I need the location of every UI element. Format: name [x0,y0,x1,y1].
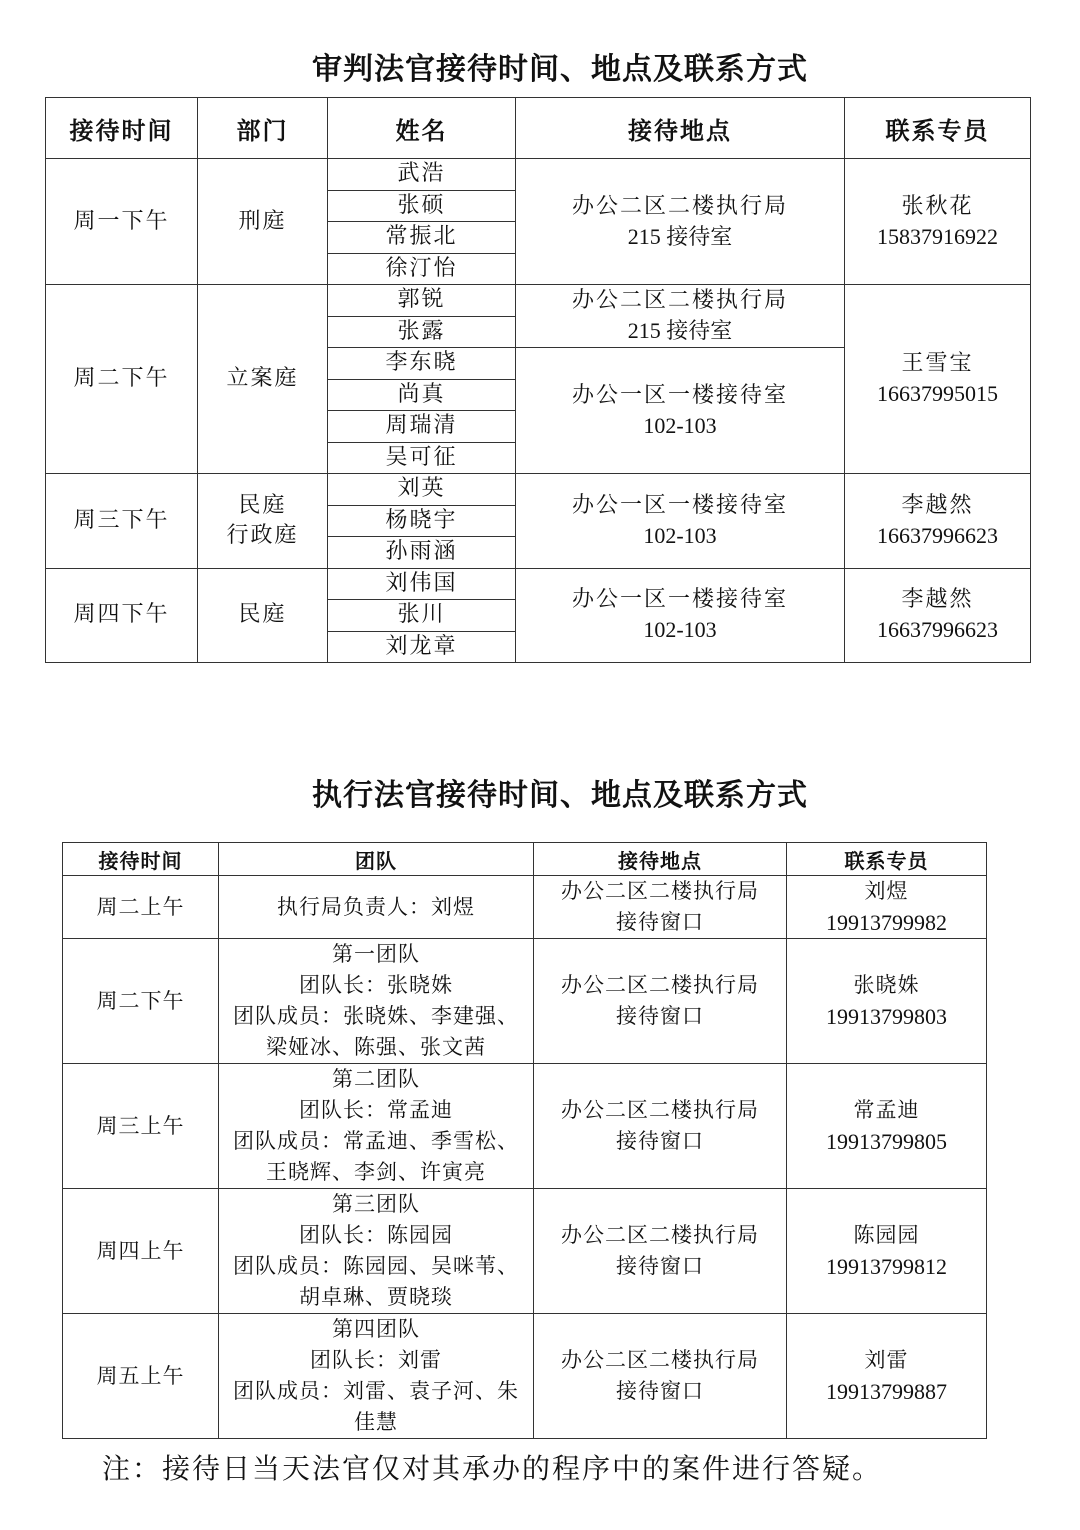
team-line: 团队成员：刘雷、袁子河、朱 [233,1379,519,1403]
table-row [46,159,1031,191]
contact-cell [787,876,987,939]
header-team: 团队 [219,843,534,876]
contact-phone: 16637995015 [877,381,998,406]
header-department: 部门 [198,98,328,159]
contact-phone: 16637996623 [877,617,998,643]
location-line: 接待窗口 [616,1254,704,1278]
contact-name: 陈园园 [853,1223,920,1247]
contact-cell [787,1189,987,1314]
contact-cell [787,1314,987,1439]
location-cell [534,1064,787,1189]
department-cell [198,474,328,569]
header-location: 接待地点 [534,843,787,876]
header-reception-time: 接待时间 [63,843,219,876]
judge-name-cell: 李东晓 [328,348,516,380]
location-room: 215 接待室 [627,223,733,249]
location-line: 办公一区一楼接待室 [571,492,788,518]
location-room: 102-103 [643,522,717,548]
team-line: 佳慧 [354,1410,398,1434]
team-line: 第四团队 [332,1317,420,1341]
table-row [46,285,1031,317]
table-row [46,474,1031,506]
judge-name-cell: 张硕 [328,190,516,222]
contact-cell [845,159,1031,285]
team-line: 第二团队 [332,1067,420,1091]
contact-cell [787,1064,987,1189]
department-cell [198,285,328,474]
judge-name-cell: 张川 [328,600,516,632]
contact-phone: 19913799982 [826,910,947,935]
header-reception-time: 接待时间 [46,98,198,159]
table-header-row [63,843,987,876]
trial-judges-table [45,97,1031,663]
team-line: 团队成员：常孟迪、季雪松、 [233,1129,519,1153]
location-line: 办公二区二楼执行局 [571,288,788,313]
team-line: 胡卓琳、贾晓琰 [299,1285,453,1309]
reception-time-cell: 周四下午 [46,568,198,663]
judge-name-cell: 常振北 [328,222,516,254]
reception-time-cell: 周一下午 [46,159,198,285]
reception-time-cell: 周五上午 [63,1314,219,1439]
judge-name-cell: 徐汀怡 [328,253,516,285]
table-row [63,939,987,1064]
contact-cell [845,568,1031,663]
team-cell [219,1064,534,1189]
header-contact: 联系专员 [845,98,1031,159]
reception-time-cell: 周三上午 [63,1064,219,1189]
judge-name-cell: 刘伟国 [328,568,516,600]
footnote: 注：接待日当天法官仅对其承办的程序中的案件进行答疑。 [102,1452,883,1485]
location-cell [516,285,845,348]
team-line: 第一团队 [332,942,420,966]
contact-name: 刘煜 [864,879,909,903]
judge-name-cell: 郭锐 [328,285,516,317]
reception-time-cell: 周二下午 [63,939,219,1064]
department-cell [198,159,328,285]
contact-name: 张晓姝 [853,973,920,997]
department-line: 行政庭 [226,522,299,548]
header-location: 接待地点 [516,98,845,159]
location-cell [534,1314,787,1439]
team-cell [219,939,534,1064]
contact-name: 王雪宝 [901,351,974,376]
team-line: 团队长：常孟迪 [299,1098,453,1122]
reception-time-cell: 周四上午 [63,1189,219,1314]
table-row [63,1314,987,1439]
table-row [63,876,987,939]
team-cell [219,876,534,939]
table-row [63,1189,987,1314]
table-row [46,568,1031,600]
contact-name: 常孟迪 [853,1098,920,1122]
team-line: 团队长：张晓姝 [299,973,453,997]
contact-phone: 19913799812 [826,1254,947,1279]
contact-phone: 19913799805 [826,1129,947,1154]
location-line: 接待窗口 [616,910,704,934]
contact-phone: 19913799803 [826,1004,947,1029]
location-cell [516,348,845,474]
header-name: 姓名 [328,98,516,159]
location-line: 办公二区二楼执行局 [561,973,759,997]
location-cell [516,474,845,569]
department-line: 民庭 [238,602,287,628]
execution-judges-table [62,842,987,1439]
location-room: 102-103 [643,412,717,438]
team-line: 团队长：陈园园 [299,1223,453,1247]
team-cell [219,1189,534,1314]
contact-cell [845,474,1031,569]
contact-phone: 15837916922 [877,223,998,249]
execution-judges-title: 执行法官接待时间、地点及联系方式 [312,778,808,813]
judge-name-cell: 孙雨涵 [328,537,516,569]
department-line: 民庭 [238,492,287,518]
location-line: 接待窗口 [616,1004,704,1028]
location-line: 接待窗口 [616,1129,704,1153]
team-line: 团队成员：张晓姝、李建强、 [233,1004,519,1028]
location-room: 102-103 [643,617,717,643]
department-cell [198,568,328,663]
contact-cell [787,939,987,1064]
location-line: 办公二区二楼执行局 [561,1223,759,1247]
contact-name: 刘雷 [864,1348,909,1372]
contact-name: 李越然 [901,492,974,518]
location-line: 办公二区二楼执行局 [561,1098,759,1122]
contact-phone: 16637996623 [877,522,998,548]
trial-judges-title: 审判法官接待时间、地点及联系方式 [312,52,808,87]
team-line: 王晓辉、李剑、许寅亮 [266,1160,486,1184]
header-contact: 联系专员 [787,843,987,876]
location-line: 办公一区一楼接待室 [571,382,788,408]
judge-name-cell: 张露 [328,316,516,348]
judge-name-cell: 杨晓宇 [328,505,516,537]
contact-name: 李越然 [901,587,974,613]
team-line: 团队长：刘雷 [310,1348,442,1372]
team-cell [219,1314,534,1439]
location-cell [534,1189,787,1314]
location-cell [516,159,845,285]
team-line: 执行局负责人：刘煜 [277,894,475,919]
reception-time-cell: 周二上午 [63,876,219,939]
judge-name-cell: 刘龙章 [328,631,516,663]
judge-name-cell: 刘英 [328,474,516,506]
judge-name-cell: 吴可征 [328,442,516,474]
reception-time-cell: 周二下午 [46,285,198,474]
table-row [63,1064,987,1189]
location-line: 办公二区二楼执行局 [561,1348,759,1372]
department-line: 刑庭 [238,208,287,234]
team-line: 团队成员：陈园园、吴咪苇、 [233,1254,519,1278]
table-header-row [46,98,1031,159]
team-line: 梁娅冰、陈强、张文茜 [266,1035,486,1059]
location-cell [516,568,845,663]
judge-name-cell: 周瑞清 [328,411,516,443]
location-line: 接待窗口 [616,1379,704,1403]
location-cell [534,876,787,939]
department-line: 立案庭 [226,366,299,391]
location-line: 办公二区二楼执行局 [571,193,788,219]
judge-name-cell: 尚真 [328,379,516,411]
location-line: 办公二区二楼执行局 [561,879,759,903]
team-line: 第三团队 [332,1192,420,1216]
contact-cell [845,285,1031,474]
contact-name: 张秋花 [901,193,974,219]
reception-time-cell: 周三下午 [46,474,198,569]
location-cell [534,939,787,1064]
judge-name-cell: 武浩 [328,159,516,191]
contact-phone: 19913799887 [826,1379,947,1404]
location-room: 215 接待室 [627,318,733,343]
location-line: 办公一区一楼接待室 [571,587,788,613]
